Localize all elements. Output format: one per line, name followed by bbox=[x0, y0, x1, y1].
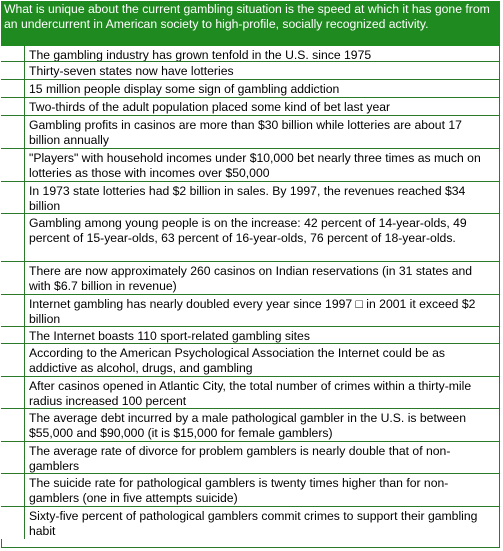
fact-text: 15 million people display some sign of gambling addiction bbox=[29, 82, 340, 96]
table-row bbox=[1, 262, 500, 295]
fact-text: The gambling industry has grown tenfold in the U.S. since 1975 bbox=[29, 48, 372, 62]
fact-text: After casinos opened in Atlantic City, the total number of crimes within a thirty-mile radius increased 100 percent bbox=[29, 379, 472, 408]
table-row bbox=[1, 46, 500, 62]
fact-text: Thirty-seven states now have lotteries bbox=[29, 64, 234, 78]
fact-text: The suicide rate for pathological gamblers is twenty times higher than for non-gamblers (one in five attempts suicide) bbox=[29, 476, 449, 505]
row-indent-cell bbox=[1, 295, 25, 326]
row-indent-cell bbox=[1, 116, 25, 148]
row-indent-cell bbox=[1, 182, 25, 213]
table-row bbox=[1, 214, 500, 262]
row-indent-cell bbox=[1, 98, 25, 115]
row-indent-cell bbox=[1, 442, 25, 473]
table-row bbox=[1, 474, 500, 507]
fact-text: "Players" with household incomes under $10,000 bet nearly three times as much on lotteries as those with incomes over $50,000 bbox=[29, 151, 481, 180]
fact-text: Gambling profits in casinos are more than $30 billion while lotteries are about 17 billion annually bbox=[29, 118, 462, 147]
row-indent-cell bbox=[1, 377, 25, 408]
facts-list bbox=[1, 46, 500, 539]
table-row bbox=[1, 80, 500, 98]
fact-text: According to the American Psychological Association the Internet could be as addictive as alcohol, drugs, and gambling bbox=[29, 346, 445, 375]
table-row bbox=[1, 295, 500, 327]
row-indent-cell bbox=[1, 507, 25, 539]
table-row bbox=[1, 344, 500, 377]
fact-text: Internet gambling has nearly doubled every year since 1997 □ in 2001 it exceed $2 billion bbox=[29, 297, 476, 326]
table-row bbox=[1, 182, 500, 214]
row-indent-cell bbox=[1, 149, 25, 181]
fact-text: The average debt incurred by a male pathological gambler in the U.S. is between $55,000 and $90,000 (it is $15,000 for female gamblers) bbox=[29, 411, 466, 440]
row-indent-cell bbox=[1, 327, 25, 343]
fact-text: Gambling among young people is on the increase: 42 percent of 14-year-olds, 49 percent of 15-year-olds, 63 percent of 16-year-olds, 76 percent of 18-year-olds. bbox=[29, 216, 467, 245]
row-indent-cell bbox=[1, 474, 25, 506]
table-header: What is unique about the current gambling situation is the speed at which it has gone from an undercurrent in American society to high-profile, socially recognized activity. bbox=[1, 1, 500, 46]
row-indent-cell bbox=[1, 262, 25, 294]
row-indent-cell bbox=[1, 214, 25, 261]
table-row bbox=[1, 377, 500, 409]
row-indent-cell bbox=[1, 46, 25, 61]
row-indent-cell bbox=[1, 80, 25, 97]
fact-text: Two-thirds of the adult population placed some kind of bet last year bbox=[29, 100, 391, 114]
fact-text: The Internet boasts 110 sport-related gambling sites bbox=[29, 329, 310, 343]
table-row bbox=[1, 442, 500, 474]
fact-text: The average rate of divorce for problem gamblers is nearly double that of non-gamblers bbox=[29, 444, 451, 473]
fact-text: There are now approximately 260 casinos on Indian reservations (in 31 states and with $6.7 billion in revenue) bbox=[29, 264, 473, 293]
row-indent-cell bbox=[1, 344, 25, 376]
fact-text: In 1973 state lotteries had $2 billion in sales. By 1997, the revenues reached $34 billion bbox=[29, 184, 466, 213]
table-row bbox=[1, 149, 500, 182]
table-row bbox=[1, 409, 500, 442]
table-row bbox=[1, 116, 500, 149]
row-indent-cell bbox=[1, 409, 25, 441]
table-row bbox=[1, 98, 500, 116]
table-row bbox=[1, 327, 500, 344]
row-indent-cell bbox=[1, 62, 25, 79]
table-row bbox=[1, 507, 500, 539]
fact-text: Sixty-five percent of pathological gamblers commit crimes to support their gambling habit bbox=[29, 509, 478, 538]
table-row bbox=[1, 62, 500, 80]
